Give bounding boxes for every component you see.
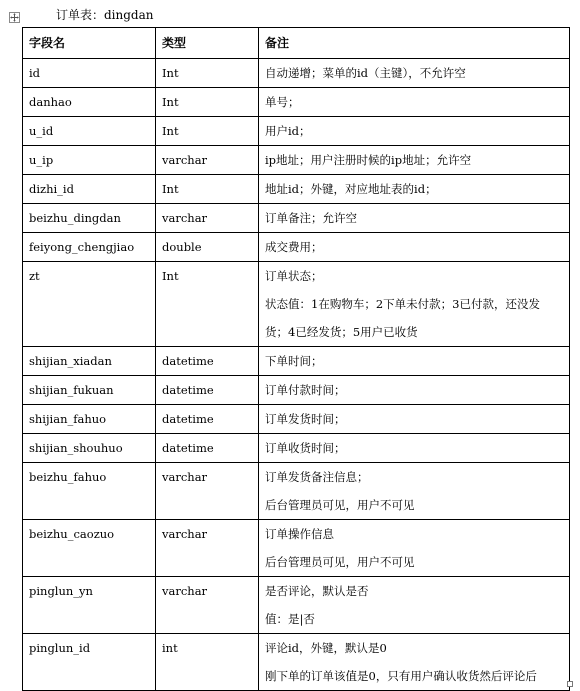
field-note-line: 货；4已经发货；5用户已收货 (265, 325, 418, 339)
table-header-row (23, 28, 570, 59)
field-notes-cell (259, 88, 570, 117)
field-name-cell (23, 577, 156, 634)
field-type: datetime (162, 383, 214, 397)
field-name: beizhu_fahuo (29, 470, 107, 484)
field-name: dizhi_id (29, 182, 74, 196)
field-name: danhao (29, 95, 72, 109)
field-type: double (162, 240, 202, 254)
field-notes-cell (259, 405, 570, 434)
field-type: Int (162, 95, 179, 109)
field-note-line: 订单发货时间； (265, 412, 346, 426)
field-note-line: 订单收货时间； (265, 441, 346, 455)
table-row (23, 146, 570, 175)
field-notes-cell (259, 376, 570, 405)
field-notes-cell (259, 59, 570, 88)
field-type: datetime (162, 354, 214, 368)
table-row (23, 233, 570, 262)
field-note-line: 自动递增；菜单的id（主键），不允许空 (265, 66, 466, 80)
field-type-cell (156, 347, 259, 376)
field-notes-cell (259, 577, 570, 634)
table-row (23, 59, 570, 88)
field-name-cell (23, 117, 156, 146)
field-type-cell (156, 634, 259, 691)
field-name-cell (23, 376, 156, 405)
field-name: beizhu_caozuo (29, 527, 115, 541)
field-type-cell (156, 117, 259, 146)
field-name: zt (29, 269, 40, 283)
field-name: shijian_fahuo (29, 412, 107, 426)
field-type: Int (162, 124, 179, 138)
field-note-line: 订单备注；允许空 (265, 211, 357, 225)
field-note-line: 订单操作信息 (265, 527, 334, 541)
field-name-cell (23, 434, 156, 463)
field-type: Int (162, 182, 179, 196)
table-row (23, 88, 570, 117)
field-type: Int (162, 269, 179, 283)
field-type-cell (156, 233, 259, 262)
field-name: pinglun_yn (29, 584, 93, 598)
field-note-line: ip地址；用户注册时候的ip地址；允许空 (265, 153, 472, 167)
table-row (23, 577, 570, 634)
field-type-cell (156, 577, 259, 634)
field-notes-cell (259, 146, 570, 175)
field-type: Int (162, 66, 179, 80)
field-name: shijian_xiadan (29, 354, 112, 368)
field-type-cell (156, 376, 259, 405)
field-notes-cell (259, 634, 570, 691)
table-row (23, 434, 570, 463)
field-note-line: 是否评论，默认是否 (265, 584, 369, 598)
table-resize-handle[interactable] (567, 681, 573, 687)
field-notes-cell (259, 204, 570, 233)
field-name-cell (23, 347, 156, 376)
field-note-line: 订单付款时间； (265, 383, 346, 397)
field-note-line: 单号； (265, 95, 300, 109)
field-name: beizhu_dingdan (29, 211, 121, 225)
field-name-cell (23, 520, 156, 577)
field-name-cell (23, 405, 156, 434)
field-type: varchar (162, 470, 208, 484)
table-move-handle-icon[interactable] (9, 12, 20, 23)
table-row (23, 405, 570, 434)
field-name-cell (23, 204, 156, 233)
field-note-line: 订单状态； (265, 269, 323, 283)
field-type: varchar (162, 527, 208, 541)
field-type-cell (156, 204, 259, 233)
field-type-cell (156, 88, 259, 117)
header-notes: 备注 (259, 28, 570, 59)
table-row (23, 175, 570, 204)
field-type: int (162, 641, 178, 655)
field-type-cell (156, 175, 259, 204)
field-note-line: 下单时间； (265, 354, 323, 368)
field-type: datetime (162, 412, 214, 426)
field-name: u_id (29, 124, 54, 138)
field-name-cell (23, 146, 156, 175)
field-note-line: 地址id；外键，对应地址表的id； (265, 182, 437, 196)
field-note-line: 后台管理员可见，用户不可见 (265, 555, 415, 569)
header-type: 类型 (156, 28, 259, 59)
table-row (23, 204, 570, 233)
field-notes-cell (259, 347, 570, 376)
field-note-line: 成交费用； (265, 240, 323, 254)
field-type: datetime (162, 441, 214, 455)
field-name: feiyong_chengjiao (29, 240, 135, 254)
field-name-cell (23, 634, 156, 691)
field-type-cell (156, 434, 259, 463)
field-name: id (29, 66, 41, 80)
table-row (23, 347, 570, 376)
field-note-line: 状态值：1在购物车；2下单未付款；3已付款，还没发 (265, 297, 540, 311)
field-note-line: 用户id； (265, 124, 311, 138)
table-row (23, 634, 570, 691)
field-name-cell (23, 262, 156, 347)
field-notes-cell (259, 520, 570, 577)
table-row (23, 376, 570, 405)
field-notes-cell (259, 175, 570, 204)
table-row (23, 463, 570, 520)
field-name: shijian_fukuan (29, 383, 114, 397)
schema-table (22, 27, 570, 691)
field-notes-cell (259, 262, 570, 347)
table-row (23, 262, 570, 347)
field-notes-cell (259, 233, 570, 262)
field-type-cell (156, 262, 259, 347)
field-note-line: 后台管理员可见，用户不可见 (265, 498, 415, 512)
field-type-cell (156, 520, 259, 577)
field-name-cell (23, 175, 156, 204)
field-type-cell (156, 59, 259, 88)
field-type-cell (156, 463, 259, 520)
field-type-cell (156, 146, 259, 175)
field-note-line: 刚下单的订单该值是0，只有用户确认收货然后评论后 (265, 669, 537, 683)
field-type: varchar (162, 584, 208, 598)
field-notes-cell (259, 463, 570, 520)
field-notes-cell (259, 117, 570, 146)
field-type-cell (156, 405, 259, 434)
table-caption: 订单表：dingdan (56, 8, 154, 22)
field-type: varchar (162, 153, 208, 167)
table-row (23, 520, 570, 577)
field-name: shijian_shouhuo (29, 441, 123, 455)
field-note-line: 值：是|否 (265, 612, 315, 626)
field-name: pinglun_id (29, 641, 91, 655)
field-name-cell (23, 59, 156, 88)
field-note-line: 订单发货备注信息； (265, 470, 369, 484)
field-name-cell (23, 88, 156, 117)
table-row (23, 117, 570, 146)
field-name-cell (23, 463, 156, 520)
header-field-name: 字段名 (23, 28, 156, 59)
field-name: u_ip (29, 153, 54, 167)
field-note-line: 评论id，外键，默认是0 (265, 641, 387, 655)
field-type: varchar (162, 211, 208, 225)
field-notes-cell (259, 434, 570, 463)
field-name-cell (23, 233, 156, 262)
